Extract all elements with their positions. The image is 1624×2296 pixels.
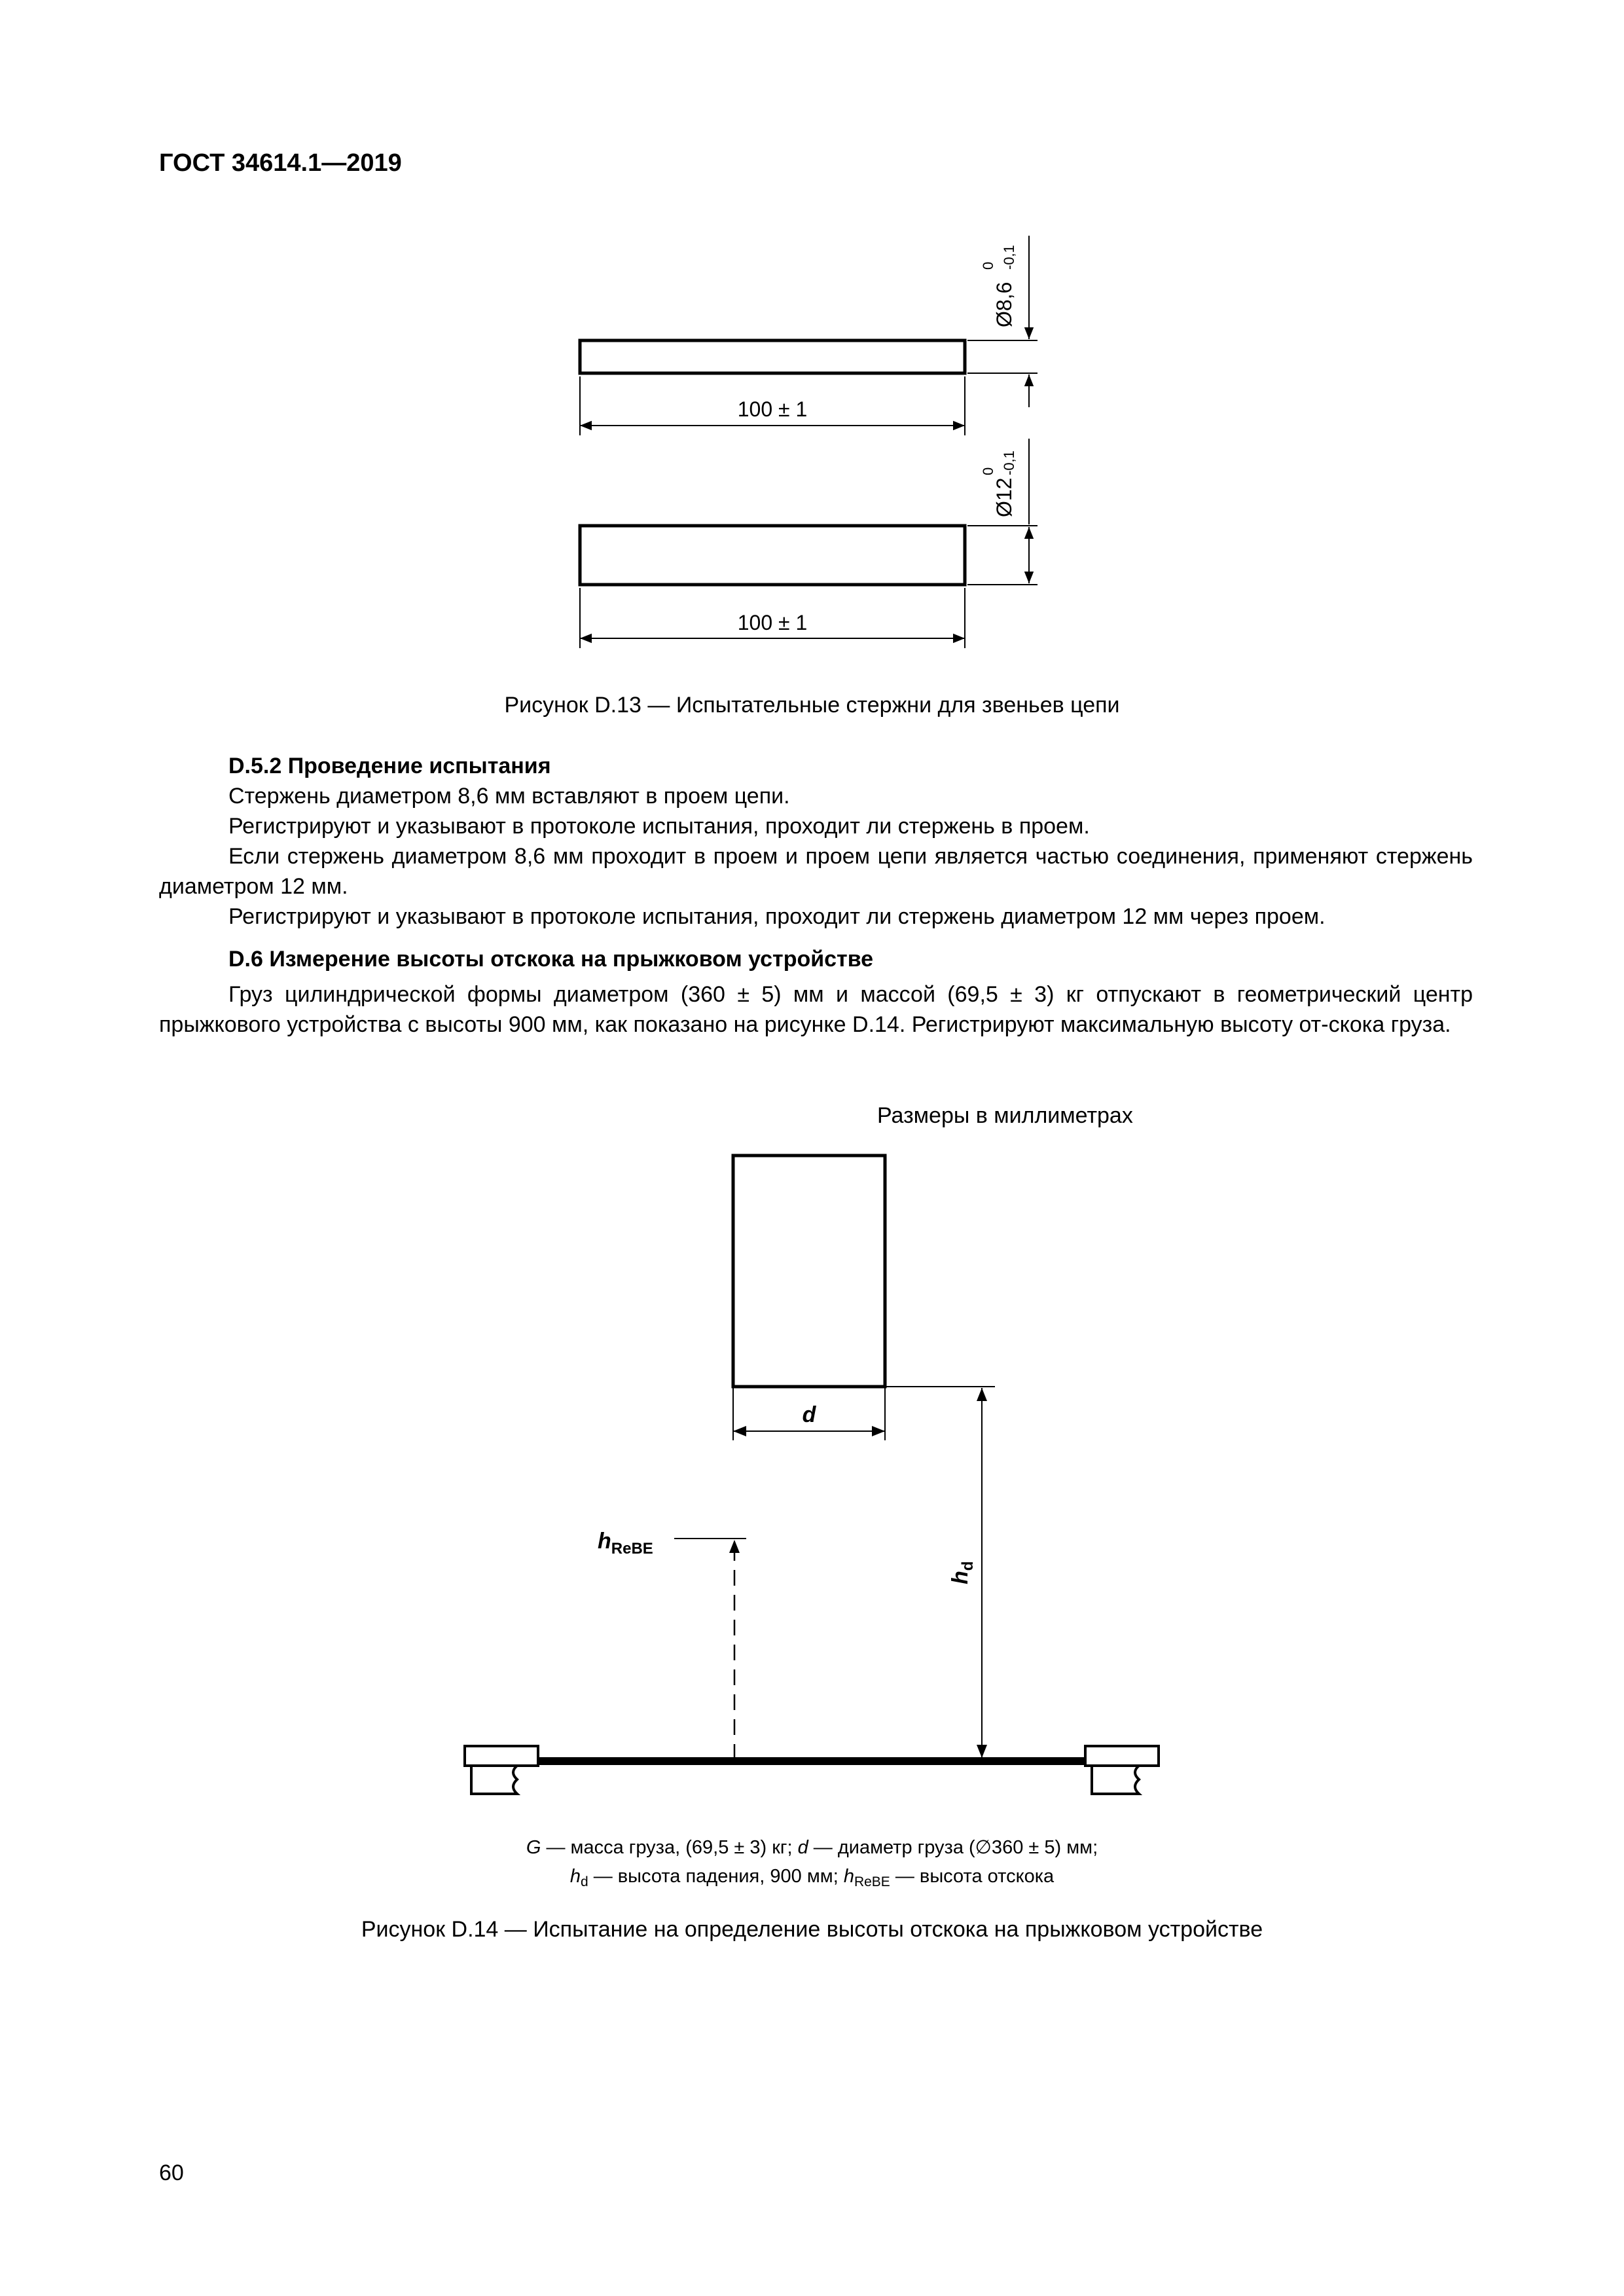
test-rod-12 [580,526,965,585]
section-d52 [159,751,1473,932]
left-support [465,1746,538,1794]
figure-d13 [0,216,1624,674]
bottom-tolerance-upper: 0 [980,467,996,475]
test-rod-8-6 [580,340,965,373]
legend-hrebe-text: — высота отскока [890,1866,1055,1887]
legend-g-text: — масса груза, (69,5 ± 3) кг; [541,1837,798,1858]
section-d52-line-1: Стержень диаметром 8,6 мм вставляют в проем цепи. [228,784,790,809]
drop-height-sub: d [959,1561,977,1571]
rebound-height-label: h [598,1529,611,1554]
diameter-label-d: d [802,1402,816,1427]
page-number: 60 [159,2160,184,2185]
legend-hd-sub: d [580,1874,588,1889]
top-diameter-label: Ø8,6 [992,282,1016,327]
top-tolerance-upper: 0 [980,261,996,270]
units-note: Размеры в миллиметрах [877,1103,1133,1128]
document-header: ГОСТ 34614.1—2019 [159,149,402,177]
bottom-diameter-label: Ø12 [992,477,1016,517]
figure-d14 [0,1139,1624,1813]
legend-d-symbol: d [797,1837,808,1858]
section-d6-text: Груз цилиндрической формы диаметром (360 ± 5) мм и массой (69,5 ± 3) кг отпускают в геометрический центр прыжкового устройства с высоты 900 мм, как показано на рисунке D.14. Регистрируют максимальную высоту от-скока груза. [159,982,1473,1037]
top-length-label: 100 ± 1 [737,397,808,421]
bottom-length-label: 100 ± 1 [737,611,808,634]
figure-d14-caption: Рисунок D.14 — Испытание на определение высоты отскока на прыжковом устройстве [361,1917,1263,1942]
svg-text:hReBE [598,1529,653,1558]
legend-g-symbol: G [526,1837,541,1858]
section-d52-heading: D.5.2 Проведение испытания [228,754,551,778]
top-tolerance-lower: -0,1 [1001,245,1017,270]
section-d52-line-4: Регистрируют и указывают в протоколе испытания, проходит ли стержень диаметром 12 мм через проем. [228,904,1326,929]
cylindrical-weight [733,1156,885,1387]
legend-d-text: — диаметр груза (∅360 ± 5) мм; [808,1837,1098,1858]
section-d52-line-2: Регистрируют и указывают в протоколе испытания, проходит ли стержень в проем. [228,814,1090,839]
section-d52-line-3: Если стержень диаметром 8,6 мм проходит в проем и проем цепи является частью соединения, применяют стержень диаметром 12 мм. [159,844,1473,899]
legend-hrebe-sub: ReBE [854,1874,890,1889]
legend-hd-text: — высота падения, 900 мм; [588,1866,844,1887]
figure-d14-legend [0,1833,1624,1897]
right-support [1085,1746,1159,1794]
legend-hrebe-symbol: h [843,1866,854,1887]
section-d6-heading: D.6 Измерение высоты отскока на прыжковом устройстве [228,947,874,972]
bottom-tolerance-lower: -0,1 [1001,450,1017,475]
section-d6 [159,944,1473,1040]
figure-d13-caption: Рисунок D.13 — Испытательные стержни для звеньев цепи [504,693,1120,718]
rebound-height-sub: ReBE [611,1540,653,1558]
legend-hd-symbol: h [569,1866,581,1887]
svg-text:hd [948,1561,977,1584]
drop-height-label: h [948,1571,973,1584]
